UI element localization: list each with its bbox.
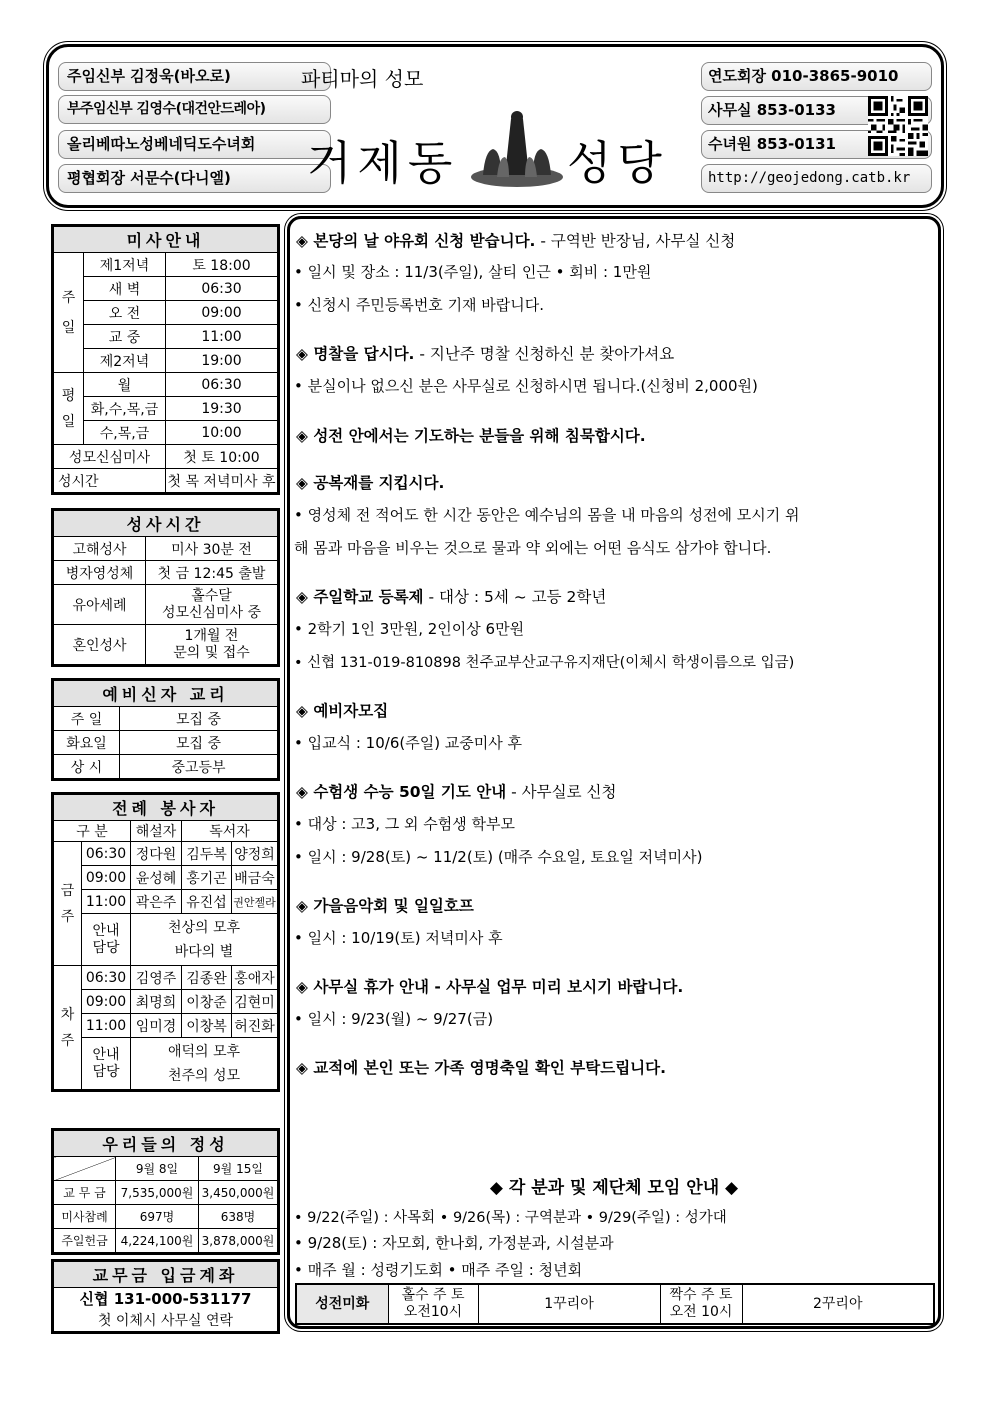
mass-time: 06:30 <box>82 966 131 990</box>
commentator: 최명희 <box>131 990 182 1014</box>
notice-title: ◈ 본당의 날 야유회 신청 받습니다. - 구역반 반장님, 사무실 신청 <box>296 232 736 250</box>
mass-time: 06:30 <box>166 373 278 397</box>
mass-time: 첫 토 10:00 <box>166 445 278 469</box>
sacrament-time: 미사 30분 전 <box>146 537 278 561</box>
guide-label: 안내 담당 <box>82 1038 131 1090</box>
notice-line: • 일시 : 10/19(토) 저녁미사 후 <box>294 929 503 947</box>
notice-line: • 신청시 주민등록번호 기재 바랍니다. <box>294 296 545 314</box>
sacrament-name: 유아세례 <box>54 585 146 625</box>
notice-title: ◈ 명찰을 답시다. - 지난주 명찰 신청하신 분 찾아가셔요 <box>296 345 675 363</box>
notice-line: 해 몸과 마음을 비우는 것으로 물과 약 외에는 어떤 음식도 삼가야 합니다. <box>294 539 772 557</box>
parish-subtitle: 파티마의 성모 <box>301 67 424 91</box>
parish-website-link[interactable]: http://geojedong.catb.kr <box>701 164 932 193</box>
sacrament-name: 혼인성사 <box>54 625 146 665</box>
qr-code-icon[interactable] <box>868 96 928 156</box>
notice-line: • 일시 : 9/23(월) ~ 9/27(금) <box>294 1010 494 1028</box>
commentator: 곽은주 <box>131 890 182 914</box>
mass-time: 09:00 <box>166 301 278 325</box>
reader: 이창복 <box>182 1014 232 1038</box>
offering-value: 697명 <box>116 1205 199 1229</box>
reader: 홍기곤 <box>182 866 232 890</box>
sacrament-time: 1개월 전 문의 및 접수 <box>146 625 278 665</box>
offering-label: 주일헌금 <box>54 1229 116 1253</box>
offering-value: 7,535,000원 <box>116 1181 199 1205</box>
liturgy-ministers-box <box>51 792 280 1092</box>
column-header: 독서자 <box>182 821 278 842</box>
offering-box <box>51 1128 280 1255</box>
notice-title: ◈ 공복재를 지킵시다. <box>296 474 445 492</box>
this-week-label: 금주 <box>54 842 82 966</box>
mass-name: 성시간 <box>54 469 166 493</box>
offering-value: 4,224,100원 <box>116 1229 199 1253</box>
column-header: 해설자 <box>131 821 182 842</box>
date-header: 9월 8일 <box>116 1157 199 1181</box>
catechumen-title: 예비신자 교리 <box>54 681 278 707</box>
reader: 유진섭 <box>182 890 232 914</box>
notice-title: ◈ 성전 안에서는 기도하는 분들을 위해 침묵합시다. <box>296 427 646 445</box>
mass-name: 제1저녁 <box>84 253 166 277</box>
reader: 홍애자 <box>232 966 278 990</box>
funeral-leader-contact: 연도회장 010-3865-9010 <box>701 62 932 91</box>
assistant-pastor-label: 부주임신부 김영수(대건안드레아) <box>58 95 331 124</box>
sacrament-name: 병자영성체 <box>54 561 146 585</box>
offering-value: 3,878,000원 <box>199 1229 278 1253</box>
next-week-label: 차주 <box>54 966 82 1090</box>
class-day: 화요일 <box>54 731 120 755</box>
flower-odd-schedule: 홀수 주 토 오전10시 <box>388 1284 478 1324</box>
reader: 허진화 <box>232 1014 278 1038</box>
convent-phone: 수녀원 853-0131 <box>701 130 932 159</box>
liturgy-title: 전례 봉사자 <box>54 795 278 821</box>
notice-title: ◈ 가을음악회 및 일일호프 <box>296 897 474 915</box>
bulletin-header <box>46 44 944 208</box>
mary-statue-icon <box>469 105 565 189</box>
office-phone: 사무실 853-0133 <box>701 96 932 125</box>
parish-title-right: 성당 <box>567 136 668 190</box>
mass-name: 제2저녁 <box>84 349 166 373</box>
catechumen-box <box>51 678 280 781</box>
notice-line: • 신협 131-019-810898 천주교부산교구유지재단(이체시 학생이름으로 입금) <box>294 655 795 671</box>
notice-line: • 일시 및 장소 : 11/3(주일), 살티 인근 • 회비 : 1만원 <box>294 263 652 281</box>
mass-name: 화,수,목,금 <box>84 397 166 421</box>
guide-team: 애덕의 모후 천주의 성모 <box>131 1038 278 1090</box>
mass-name: 월 <box>84 373 166 397</box>
date-header: 9월 15일 <box>199 1157 278 1181</box>
mass-time: 19:00 <box>166 349 278 373</box>
mass-name: 새 벽 <box>84 277 166 301</box>
offering-label: 교 무 금 <box>54 1181 116 1205</box>
notice-line: • 2학기 1인 3만원, 2인이상 6만원 <box>294 620 525 638</box>
notice-title: ◈ 사무실 휴가 안내 - 사무실 업무 미리 보시기 바랍니다. <box>296 978 684 996</box>
notice-line: • 입교식 : 10/6(주일) 교중미사 후 <box>294 734 523 752</box>
flower-decoration-table <box>295 1283 935 1325</box>
reader: 이창준 <box>182 990 232 1014</box>
commentator: 윤성혜 <box>131 866 182 890</box>
class-day: 주 일 <box>54 707 120 731</box>
mass-time: 11:00 <box>166 325 278 349</box>
meeting-line: • 9/22(주일) : 사목회 • 9/26(목) : 구역분과 • 9/29(주일) : 성가대 <box>294 1210 727 1226</box>
account-number: 신협 131-000-531177 <box>54 1288 278 1310</box>
mass-time: 11:00 <box>82 890 131 914</box>
flower-label: 성전미화 <box>296 1284 388 1324</box>
mass-time: 09:00 <box>82 866 131 890</box>
reader: 양정희 <box>232 842 278 866</box>
sisters-label: 올리베따노성베네딕도수녀회 <box>58 130 331 159</box>
mass-name: 수,목,금 <box>84 421 166 445</box>
offering-title: 우리들의 정성 <box>54 1131 278 1157</box>
flower-odd-team: 1꾸리아 <box>478 1284 660 1324</box>
guide-label: 안내 담당 <box>82 914 131 966</box>
account-title: 교무금 입금계좌 <box>54 1262 278 1288</box>
column-header: 구 분 <box>54 821 131 842</box>
class-day: 상 시 <box>54 755 120 779</box>
council-president-label: 평협회장 서문수(다니엘) <box>58 164 331 193</box>
reader: 김두복 <box>182 842 232 866</box>
mass-schedule-title: 미사안내 <box>54 227 278 253</box>
sacrament-time: 홀수달 성모신심미사 중 <box>146 585 278 625</box>
class-status: 모집 중 <box>120 707 278 731</box>
guide-team: 천상의 모후 바다의 별 <box>131 914 278 966</box>
sacrament-time: 첫 금 12:45 출발 <box>146 561 278 585</box>
mass-name: 교 중 <box>84 325 166 349</box>
offering-label: 미사참례 <box>54 1205 116 1229</box>
reader: 배금숙 <box>232 866 278 890</box>
mass-time: 06:30 <box>82 842 131 866</box>
weekday-label: 평일 <box>54 373 84 445</box>
mass-time: 토 18:00 <box>166 253 278 277</box>
pastor-label: 주임신부 김정욱(바오로) <box>58 62 331 91</box>
notice-title: ◈ 예비자모집 <box>296 702 389 720</box>
class-status: 모집 중 <box>120 731 278 755</box>
flower-even-team: 2꾸리아 <box>742 1284 934 1324</box>
notice-line: • 일시 : 9/28(토) ~ 11/2(토) (매주 수요일, 토요일 저녁미사) <box>294 848 703 866</box>
mass-time: 11:00 <box>82 1014 131 1038</box>
parish-title-left: 거제동 <box>307 136 459 190</box>
mass-time: 10:00 <box>166 421 278 445</box>
reader: 권안젤라 <box>232 890 278 914</box>
mass-time: 19:30 <box>166 397 278 421</box>
notice-title: ◈ 교적에 본인 또는 가족 영명축일 확인 부탁드립니다. <box>296 1059 667 1077</box>
notice-line: • 영성체 전 적어도 한 시간 동안은 예수님의 몸을 내 마음의 성전에 모시기 위 <box>294 506 800 524</box>
commentator: 정다원 <box>131 842 182 866</box>
commentator: 김영주 <box>131 966 182 990</box>
mass-schedule-box <box>51 224 280 495</box>
sacrament-box <box>51 508 280 667</box>
mass-name: 성모신심미사 <box>54 445 166 469</box>
meeting-line: • 9/28(토) : 자모회, 한나회, 가정분과, 시설분과 <box>294 1234 614 1252</box>
notice-title: ◈ 주일학교 등록제 - 대상 : 5세 ~ 고등 2학년 <box>296 588 607 606</box>
commentator: 임미경 <box>131 1014 182 1038</box>
account-note: 첫 이체시 사무실 연락 <box>54 1310 278 1332</box>
meetings-title: ◆ 각 분과 및 제단체 모임 안내 ◆ <box>489 1178 739 1198</box>
class-status: 중고등부 <box>120 755 278 779</box>
reader: 김현미 <box>232 990 278 1014</box>
mass-time: 06:30 <box>166 277 278 301</box>
mass-name: 오 전 <box>84 301 166 325</box>
notice-title: ◈ 수험생 수능 50일 기도 안내 - 사무실로 신청 <box>296 783 617 801</box>
diagonal-cell <box>54 1157 116 1181</box>
reader: 김종완 <box>182 966 232 990</box>
flower-even-schedule: 짝수 주 토 오전 10시 <box>660 1284 742 1324</box>
meeting-line: • 매주 월 : 성령기도회 • 매주 주일 : 청년회 <box>294 1261 583 1279</box>
offering-value: 638명 <box>199 1205 278 1229</box>
notice-line: • 대상 : 고3, 그 외 수험생 학부모 <box>294 815 515 833</box>
account-box <box>51 1259 280 1334</box>
sunday-label: 주일 <box>54 253 84 373</box>
notice-panel <box>287 216 941 1329</box>
mass-time: 첫 목 저녁미사 후 <box>166 469 278 493</box>
mass-time: 09:00 <box>82 990 131 1014</box>
offering-value: 3,450,000원 <box>199 1181 278 1205</box>
sacrament-name: 고해성사 <box>54 537 146 561</box>
notice-line: • 분실이나 없으신 분은 사무실로 신청하시면 됩니다.(신청비 2,000원) <box>294 377 758 395</box>
sacrament-title: 성사시간 <box>54 511 278 537</box>
